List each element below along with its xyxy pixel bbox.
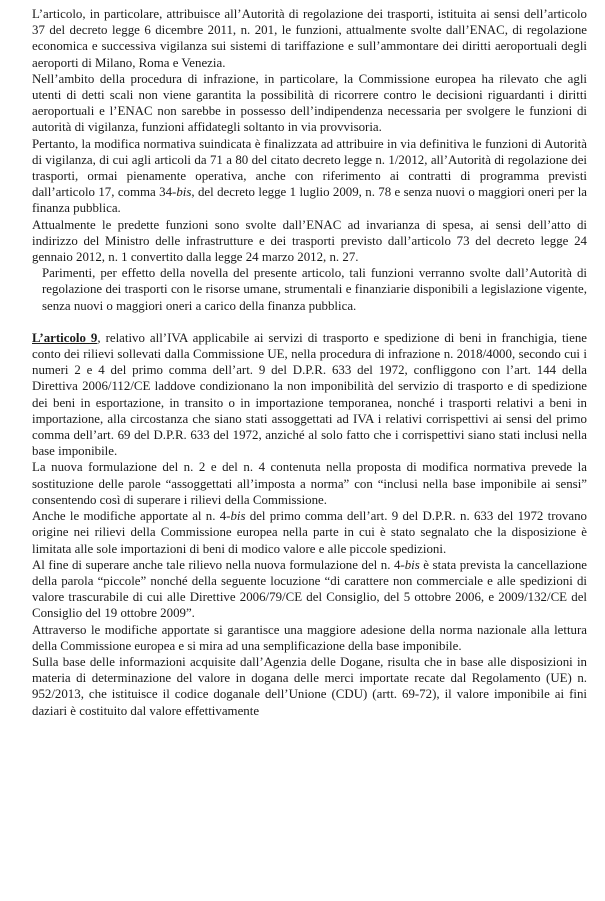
text-segment: , del decreto legge 1 luglio 2009, n. 78 e senza nuovi o maggiori oneri per la finanza pubblica. bbox=[32, 185, 587, 216]
paragraph-infringement-procedure: Nell’ambito della procedura di infrazione, in particolare, la Commissione europea ha rilevato che agli utenti di detti scali non viene garantita la possibilità di ricorrere contro le decisioni riguardanti i diritti aeroportuali e l’ENAC non sarebbe in possesso dell’indipendenza necessaria per svolgere le funzioni di autorità di vigilanza, funzioni affidategli soltanto in via provvisoria. bbox=[32, 71, 587, 135]
paragraph-cancellation bbox=[32, 557, 587, 622]
text-segment: Pertanto, la modifica normativa suindicata è finalizzata ad attribuire in via definitiva le funzioni di Autorità di vigilanza, di cui agli articoli da 71 a 80 del citato decreto legge n. 1/2012, all’Autorità di regolazione dei trasporti, ormai pienamente operativa, anche con riferimento ai contratti di programma previsti dall’articolo 17, comma 34- bbox=[32, 136, 587, 200]
text-segment: , relativo all’IVA applicabile ai servizi di trasporto e spedizione di beni in franchigia, tiene conto dei rilievi sollevati dalla Commissione UE, nella procedura di infrazione n. 2018/4000, secondo cui i numeri 2 e 4 del primo comma dell’art. 9 del D.P.R. 633 del 1972, confliggono con l’art. 144 della Direttiva 2006/112/CE laddove condizionano la non imponibilità del servizio di trasporto e di spedizione dei beni in esportazione, in transito o in importazione temporanea, nonché i trasporti relativi a beni in importazione, alla circostanza che siano stati assoggettati ad IVA i relativi corrispettivi ai sensi del primo comma dell’art. 69 del D.P.R. 633 del 1972, anziché al solo fatto che i corrispettivi siano stati inclusi nella base imponibile. bbox=[32, 330, 588, 459]
text-segment: Al fine di superare anche tale rilievo nella nuova formulazione del n. 4- bbox=[32, 557, 405, 572]
paragraph-new-formulation: La nuova formulazione del n. 2 e del n. 4 contenuta nella proposta di modifica normativa prevede la sostituzione delle parole “assoggettati all’imposta a norma” con “inclusi nella base imponibile ai sensi” consentendo così di superare i rilievi della Commissione. bbox=[32, 460, 587, 507]
document-page bbox=[32, 6, 587, 719]
italic-bis: bis bbox=[404, 557, 420, 572]
text-segment: è stata prevista la cancellazione della parola “piccole” nonché della seguente locuzione “di carattere non commerciale e alle spedizioni di valore trascurabile di cui alle Direttive 2006/79/CE del Consiglio, del 5 ottobre 2006, e 2009/132/CE del Consiglio del 19 ottobre 2009”. bbox=[32, 557, 587, 621]
paragraph-ara-competences: L’articolo, in particolare, attribuisce all’Autorità di regolazione dei trasporti, istituita ai sensi dell’articolo 37 del decreto legge 6 dicembre 2011, n. 201, le funzioni, attualmente svolte dall’ENAC, di regolazione economica e successiva vigilanza sui sistemi di tariffazione e sull’ammontare dei diritti aeroportuali degli aeroporti di Milano, Roma e Venezia. bbox=[32, 7, 587, 70]
paragraph-article-9 bbox=[32, 330, 587, 460]
paragraph-4-bis-changes bbox=[32, 508, 587, 557]
paragraph-current-functions: Attualmente le predette funzioni sono svolte dall’ENAC ad invarianza di spesa, ai sensi dell’atto di indirizzo del Ministro delle infrastrutture e dei trasporti previsto dall’articolo 73 del decreto legge 24 gennaio 2012, n. 1 convertito dalla legge 24 marzo 2012, n. 27. bbox=[32, 217, 587, 265]
paragraph-simplification: Attraverso le modifiche apportate si garantisce una maggiore adesione della norma nazionale alla lettura della Commissione europea e si mira ad una semplificazione della base imponibile. bbox=[32, 622, 587, 653]
text-segment: Anche le modifiche apportate al n. 4- bbox=[32, 509, 231, 524]
italic-bis: bis bbox=[230, 509, 246, 524]
text-segment: del primo comma dell’art. 9 del D.P.R. n. 633 del 1972 trovano origine nei rilievi della Commissione europea nella parte in cui è stato segnalato che la disposizione è limitata alle sole importazioni di beni di modico valore e alle piccole spedizioni. bbox=[32, 509, 587, 556]
italic-bis: bis bbox=[176, 185, 192, 200]
paragraph-no-new-costs: Parimenti, per effetto della novella del presente articolo, tali funzioni verranno svolte dall’Autorità di regolazione dei trasporti con le risorse umane, strumentali e finanziarie disponibili a legislazione vigente, senza nuovi o maggiori oneri a carico della finanza pubblica. bbox=[42, 266, 587, 313]
section-spacer bbox=[32, 314, 587, 330]
article-9-heading: L’articolo 9 bbox=[32, 330, 98, 345]
paragraph-definitive-attribution bbox=[32, 136, 587, 217]
paragraph-customs-value: Sulla base delle informazioni acquisite dall’Agenzia delle Dogane, risulta che in base alle disposizioni in materia di determinazione del valore in dogana delle merci importate recate dal Regolamento (UE) n. 952/2013, che istituisce il codice doganale dell’Unione (CDU) (artt. 69-72), il valore imponibile ai fini daziari è costituito dal valore effettivamente bbox=[32, 654, 587, 718]
